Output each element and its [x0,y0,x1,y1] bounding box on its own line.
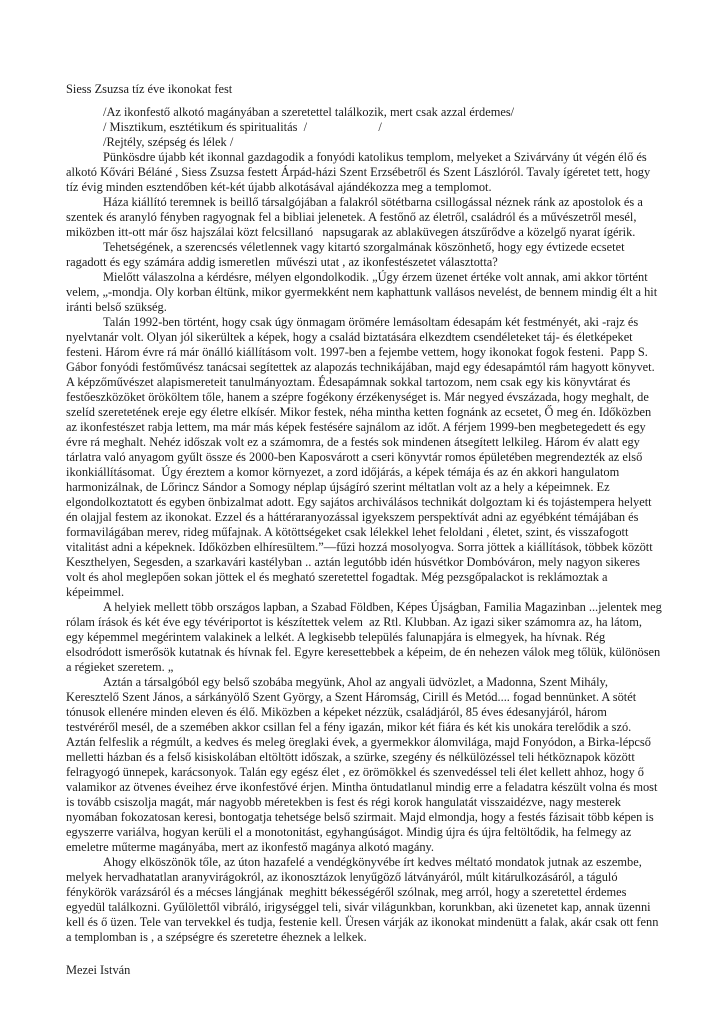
subtitle-line-2: / Misztikum, esztétikum és spiritualitás / / [103,120,382,134]
subtitle-line-1: /Az ikonfestő alkotó magányában a szeretettel találkozik, mert csak azzal érdemes/ [103,105,515,119]
paragraph-farewell: Ahogy elköszönök tőle, az úton hazafelé a vendégkönyvébe írt kedves méltató mondatok jutnak az eszembe, melyek hervadhatatlan aranyvirágokról, az ikonosztázok lenyűgöző látványáról, múlt kitárulkozásáról, a táguló fénykörök varázsáról és a mécses lángjának meghitt békességéről szólnak, meg arról, hogy a szeretettel érdemes egyedül találkozni. Gyűlölettől vibráló, irigységgel teli, sivár világunkban, korunkban, aki üzenetet kap, annak üzenni kell és ő üzen. Tele van tervekkel és tudja, festenie kell. Üresen várják az ikonokat mindenütt a falak, akár csak ott fenn a templomban is , a szépségre és szeretetre éheznek a lelkek. [66,855,662,944]
paragraph-history: Talán 1992-ben történt, hogy csak úgy önmagam örömére lemásoltam édesapám két festményét, aki -rajz és nyelvtanár volt. Olyan jól sikerültek a képek, hogy a család biztatására elkezdtem csendéleteket táj- és életképeket festeni. Három évre rá már önálló kiállításom volt. 1997-ben a fejembe vettem, hogy ikonokat fogok festeni. Papp S. Gábor fonyódi festőművész tanácsai segítettek az alapozás technikájában, majd egy édesapámtól rám hagyott könyvet. A képzőművészet alapismereteit tanulmányoztam. Édesapámnak sokkal tartozom, nem csak egy kis könyvtárat és festőeszközöket örököltem tőle, hanem a szépre fogékony érzékenységet is. Már negyed évszázada, hogy meghalt, de szelíd szeretetének ereje egy életre elkísér. Mikor festek, néha mintha ketten fognánk az ecsetet, Ő meg én. Időközben az ikonfestészet rabja lettem, ma már más képek festésére sajnálom az időt. A férjem 1999-ben megbetegedett és egy évre rá meghalt. Nehéz időszak volt ez a számomra, de a festés sok mindenen átsegített lelkileg. Három év alatt egy tárlatra való anyagom gyűlt össze és 2000-ben Kaposvárott a cseri könyvtár romos épületében megrendezték az első ikonkiállításomat. Úgy éreztem a komor környezet, a zord időjárás, a képek témája és az én akkori hangulatom harmonizálnak, de Lőrincz Sándor a Somogy néplap újságíró szerint méltatlan volt az a hely a képeimnek. Ez elgondolkoztatott és egyben önbizalmat adott. Egy sajátos archiválásos technikát dolgoztam ki és tojástempera helyett én olajjal festem az ikonokat. Ezzel és a háttéraranyozással igyekszem perspektívát adni az egyébként témájában és formavilágában merev, rideg műfajnak. A kötöttségeket csak lélekkel lehet feloldani , életet, szint, és visszafogott vitalitást adni a képeknek. Időközben elhíresültem.”—fűzi hozzá mosolyogva. Sorra jöttek a kiállítások, többek között Keszthelyen, Segesden, a szarkavári kastélyban .. aztán legutóbb idén húsvétkor Dombóváron, mely nagyon sikeres volt és ahol meglepően sokan jöttek el és megható szeretettel fogadtak. Még pezsgőpalackot is reklámoztak a képeimmel. [66,315,658,599]
paragraph-lead: Pünkösdre újabb két ikonnal gazdagodik a fonyódi katolikus templom, melyeket a Szivárvány út végén élő és alkotó Kővári Béláné , Siess Zsuzsa festett Árpád-házi Szent Erzsébetről és Szent Lászlóról. Tavaly ígéretet tett, hogy tíz évig minden esztendőben két-két újabb alkotásával ajándékozza meg a templomot. [66,150,654,194]
paragraph-press: A helyiek mellett több országos lapban, a Szabad Földben, Képes Újságban, Familia Magazinban ...jelentek meg rólam írások és két éve egy tévériportot is készítettek velem az Rtl. Klubban. Az igazi siker számomra az, ha látom, egy képemmel megérintem valakinek a lelkét. A legkisebb település falunapjára is elmegyek, ha hívnak. Rég elsodródott ismerősök kutatnak és hívnak fel. Egyre keresettebbek a képeim, de én nehezen válok meg tőlük, különösen a régieket szeretem. „ [66,600,665,674]
subtitle-line-3: /Rejtély, szépség és lélek / [103,135,234,149]
paragraph-question: Tehetségének, a szerencsés véletlennek vagy kitartó szorgalmának köszönhető, hogy egy évtizede ecsetet ragadott és egy számára addig ismeretlen művészi utat , az ikonfestészetet választotta? [66,240,628,269]
paragraph-house: Háza kiállító teremnek is beillő társalgójában a falakról sötétbarna csillogással néznek ránk az apostolok és a szentek és aranyló fényben ragyognak fel a bibliai jelenetek. A festőnő az életről, családról és a művészetről mesél, miközben itt-ott már ősz hajszálai közt felcsillanó napsugarak az ablaküvegen átszűrődve a közelgő nyarat ígérik. [66,195,646,239]
author-name: Mezei István [66,963,131,977]
document-title: Siess Zsuzsa tíz éve ikonokat fest [66,82,233,96]
paragraph-answer-intro: Mielőtt válaszolna a kérdésre, mélyen elgondolkodik. „Úgy érzem üzenet értéke volt annak, ami akkor történt velem, „-mondja. Oly korban éltünk, mikor gyermekként nem kaphattunk vallásos nevelést, de bennem mindig élt a hit iránti belső szükség. [66,270,661,314]
paragraph-inner-room: Aztán a társalgóból egy belső szobába megyünk, Ahol az angyali üdvözlet, a Madonna, Szent Mihály, Keresztelő Szent János, a sárkányölő Szent György, a Szent Háromság, Cirill és Metód.... fogad bennünket. A sötét tónusok ellenére minden eleven és élő. Miközben a képeket nézzük, családjáról, 85 éves édesanyjáról, három testvéréről mesél, de a szemében akkor csillan fel a fény igazán, mikor két fiára és két kis unokára terelődik a szó. Aztán felfeslik a régmúlt, a kedves és meleg öreglaki évek, a gyermekkor álomvilága, majd Fonyódon, a Birka-lépcső melletti házban és a felső kisiskolában eltöltött időszak, a szürke, szegény és nélkülözéssel teli hétköznapok között felragyogó ünnepek, karácsonyok. Talán egy egész élet , ez örömökkel és szenvedéssel teli élet kellett ahhoz, hogy ő valamikor az ötvenes éveihez érve ikonfestővé érjen. Mintha öntudatlanul mindig erre a feladatra készült volna és most is tovább csiszolja magát, már nagyobb méretekben is fest és régi korok hangulatát visszaidézve, nagy mesterek nyomában fokozatosan keresi, bontogatja tehetsége belső szirmait. Majd elmondja, hogy a festés fázisait több képen is egyszerre variálva, hogyan kerüli el a monotonitást, egyhangúságot. Mindig újra és újra feltöltődik, ha felmegy az emeletre műterme magányába, mert az ikonfestő magánya alkotó magány. [66,675,661,854]
document-content [66,82,665,978]
